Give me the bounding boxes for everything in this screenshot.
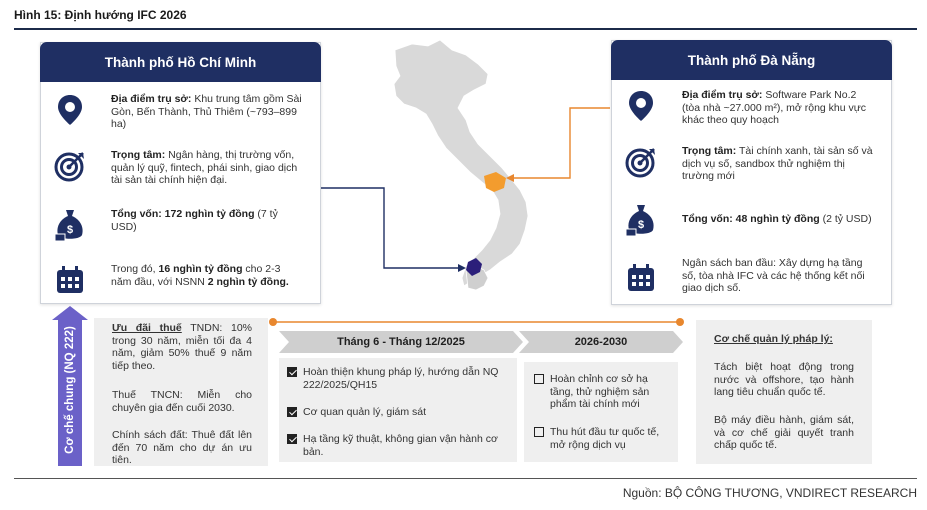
hcm-sub-c: cho 2-3 năm đầu, với NSNN	[111, 263, 281, 288]
hcm-sub-d: 2 nghìn tỷ đồng.	[207, 275, 289, 288]
tax-incentive-label: Ưu đãi thuế	[112, 322, 182, 334]
phase2-item	[534, 373, 674, 411]
danang-budget-text: Ngân sách ban đầu: Xây dựng hạ tầng số, tòa nhà IFC và các hệ thống kết nối giao dịch số.	[682, 257, 865, 294]
hcm-sub-a: Trong đó,	[111, 263, 159, 275]
personal-tax-text: Thuế TNCN: Miễn cho chuyên gia đến cuối 2030.	[112, 389, 252, 414]
phase1-item-text: Hoàn thiện khung pháp lý, hướng dẫn NQ 222/2025/QH15	[303, 366, 499, 391]
svg-text:$: $	[637, 219, 645, 231]
legal-governance-text: Bộ máy điều hành, giám sát, và cơ chế giải quyết tranh chấp quốc tế.	[714, 414, 854, 451]
danang-capital-value: (2 tỷ USD)	[819, 213, 872, 225]
phase2-item-text: Hoàn chỉnh cơ sở hạ tầng, thử nghiệm sản phẩm tài chính mới	[550, 373, 650, 410]
hcm-location-value: Khu trung tâm gồm Sài Gòn, Bến Thành, Thủ Thiêm (~793–899 ha)	[111, 93, 302, 130]
tax-incentive-value: TNDN: 10% trong 30 năm, miễn tối đa 4 năm, giảm 50% thuế 9 năm tiếp theo.	[112, 322, 252, 372]
svg-text:$: $	[66, 224, 74, 236]
hcm-capital-label: Tổng vốn: 172 nghìn tỷ đồng	[111, 208, 255, 220]
checkbox-checked-icon	[287, 434, 297, 444]
legal-mechanism-title: Cơ chế quản lý pháp lý:	[714, 333, 833, 345]
phase1-item	[287, 366, 511, 391]
phase1-item	[287, 433, 511, 458]
hcm-location-label: Địa điểm trụ sở:	[111, 93, 192, 105]
figure-title: Hình 15: Định hướng IFC 2026	[14, 8, 187, 22]
phase2-item-text: Thu hút đầu tư quốc tế, mở rộng dịch vụ	[550, 426, 660, 451]
danang-focus-label: Trọng tâm:	[682, 145, 737, 157]
phase1-item-text: Cơ quan quản lý, giám sát	[303, 406, 427, 418]
legal-separation-text: Tách biệt hoạt động trong nước và offshore, tạo hành lang tiêu chuẩn quốc tế.	[714, 361, 854, 398]
source-note: Nguồn: BỘ CÔNG THƯƠNG, VNDIRECT RESEARCH	[622, 486, 917, 500]
hcm-capital-value: (7 tỷ USD)	[111, 208, 278, 233]
danang-capital-label: Tổng vốn: 48 nghìn tỷ đồng	[682, 213, 820, 225]
hcm-focus-label: Trọng tâm:	[111, 149, 166, 161]
hcm-card-title: Thành phố Hồ Chí Minh	[104, 54, 257, 70]
checkbox-checked-icon	[287, 407, 297, 417]
hcm-sub-b: 16 nghìn tỷ đồng	[158, 263, 243, 275]
checkbox-empty-icon	[534, 427, 544, 437]
land-policy-text: Chính sách đất: Thuê đất lên đến 70 năm cho dự án ưu tiên.	[112, 429, 252, 466]
hcm-focus-value: Ngân hàng, thị trường vốn, quản lý quỹ, fintech, phái sinh, giao dịch tài sản tài chính hiện đại.	[111, 149, 298, 186]
checkbox-checked-icon	[287, 367, 297, 377]
phase2-label: 2026-2030	[574, 336, 628, 348]
phase1-label: Tháng 6 - Tháng 12/2025	[337, 336, 465, 348]
phase1-item	[287, 406, 511, 419]
danang-location-value: Software Park No.2 (tòa nhà ~27.000 m²), mở rộng khu vực khác theo quy hoạch	[682, 89, 867, 126]
danang-location-label: Địa điểm trụ sở:	[682, 89, 763, 101]
danang-card-title: Thành phố Đà Nẵng	[687, 52, 816, 68]
common-mechanism-label: Cơ chế chung (NQ 222)	[64, 326, 76, 454]
phase1-item-text: Hạ tầng kỹ thuật, không gian vận hành cơ bản.	[303, 433, 498, 458]
phase2-item	[534, 426, 674, 451]
bottom-rule	[14, 478, 917, 479]
checkbox-empty-icon	[534, 374, 544, 384]
danang-focus-value: Tài chính xanh, tài sản số và dịch vụ số, sandbox thử nghiệm thị trường mới	[682, 145, 873, 182]
